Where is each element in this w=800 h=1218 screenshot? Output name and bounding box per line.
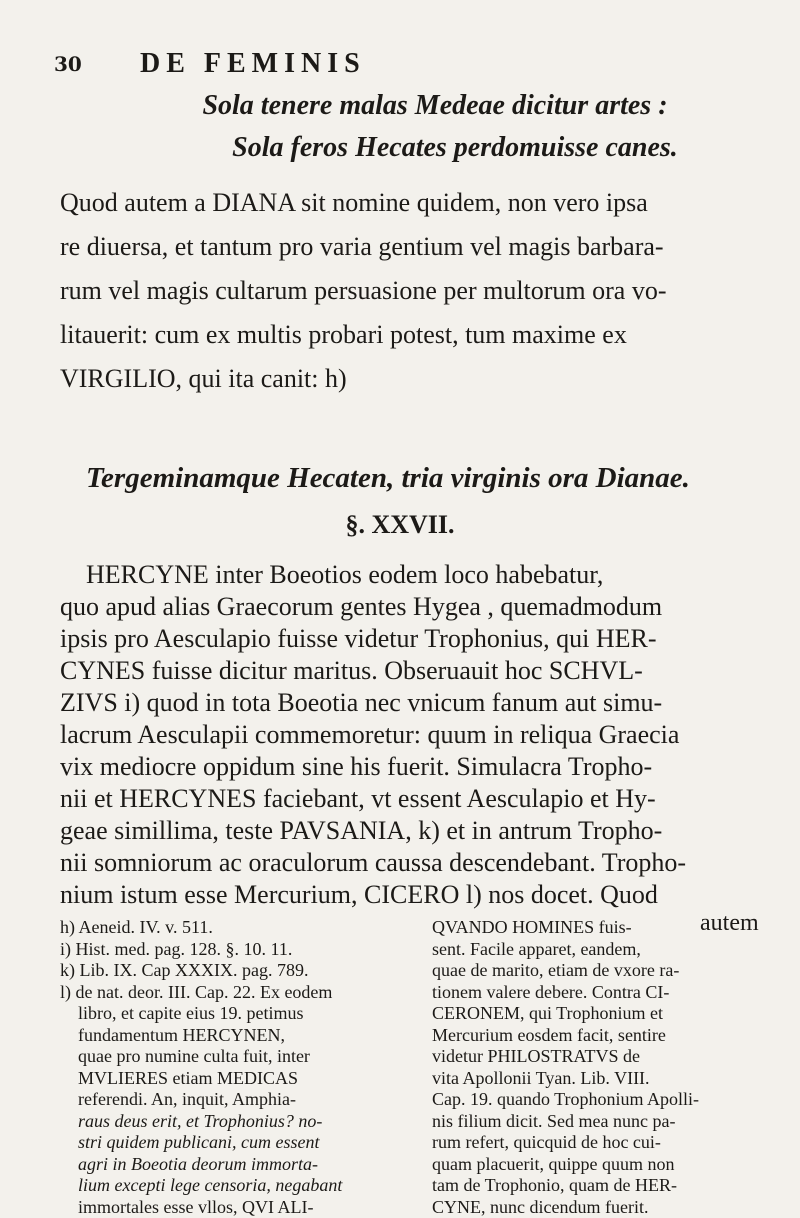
body-line: re diuersa, et tantum pro varia gentium vel magis barbara- xyxy=(60,232,760,262)
footnote-line: fundamentum HERCYNEN, xyxy=(60,1025,420,1047)
body-line: Quod autem a DIANA sit nomine quidem, non vero ipsa xyxy=(60,188,760,218)
body-line: nii somniorum ac oraculorum caussa descendebant. Tropho- xyxy=(60,848,760,878)
footnotes-right-column xyxy=(432,917,772,1218)
body-line: ZIVS i) quod in tota Boeotia nec vnicum fanum aut simu- xyxy=(60,688,760,718)
footnote-line: Mercurium eosdem facit, sentire xyxy=(432,1025,772,1047)
footnote-line: quam placuerit, quippe quum non xyxy=(432,1154,772,1176)
footnote-line: videtur PHILOSTRATVS de xyxy=(432,1046,772,1068)
verse-line-1: Sola tenere malas Medeae dicitur artes : xyxy=(35,90,800,122)
verse-line-2: Sola feros Hecates perdomuisse canes. xyxy=(55,132,800,164)
footnote-line: rum refert, quicquid de hoc cui- xyxy=(432,1132,772,1154)
footnote-line: raus deus erit, et Trophonius? no- xyxy=(60,1111,420,1133)
body-line: geae simillima, teste PAVSANIA, k) et in antrum Tropho- xyxy=(60,816,760,846)
body-line: litauerit: cum ex multis probari potest, tum maxime ex xyxy=(60,320,760,350)
footnote-line: CYNE, nunc dicendum fuerit. xyxy=(432,1197,772,1218)
catchword: autem xyxy=(700,908,759,938)
footnote-line: sent. Facile apparet, eandem, xyxy=(432,939,772,961)
footnote-line: Cap. 19. quando Trophonium Apolli- xyxy=(432,1089,772,1111)
footnote-line: quae pro numine culta fuit, inter xyxy=(60,1046,420,1068)
footnote-line: referendi. An, inquit, Amphia- xyxy=(60,1089,420,1111)
footnote-line: agri in Boeotia deorum immorta- xyxy=(60,1154,420,1176)
footnote-line: i) Hist. med. pag. 128. §. 10. 11. xyxy=(60,939,420,961)
body-line: vix mediocre oppidum sine his fuerit. Simulacra Tropho- xyxy=(60,752,760,782)
body-line: quo apud alias Graecorum gentes Hygea , quemadmodum xyxy=(60,592,760,622)
body-line: lacrum Aesculapii commemoretur: quum in reliqua Graecia xyxy=(60,720,760,750)
footnote-line: k) Lib. IX. Cap XXXIX. pag. 789. xyxy=(60,960,420,982)
running-title: DE FEMINIS xyxy=(140,48,366,80)
footnote-line: lium excepti lege censoria, negabant xyxy=(60,1175,420,1197)
body-line: VIRGILIO, qui ita canit: h) xyxy=(60,364,760,394)
body-line: ipsis pro Aesculapio fuisse videtur Trophonius, qui HER- xyxy=(60,624,760,654)
body-line: CYNES fuisse dicitur maritus. Obseruauit hoc SCHVL- xyxy=(60,656,760,686)
footnote-line: tam de Trophonio, quam de HER- xyxy=(432,1175,772,1197)
body-line: nii et HERCYNES faciebant, vt essent Aesculapio et Hy- xyxy=(60,784,760,814)
footnote-line: stri quidem publicani, cum essent xyxy=(60,1132,420,1154)
footnote-line: CERONEM, qui Trophonium et xyxy=(432,1003,772,1025)
footnote-line: l) de nat. deor. III. Cap. 22. Ex eodem xyxy=(60,982,420,1004)
page-header xyxy=(40,44,760,84)
footnote-line: QVANDO HOMINES fuis- xyxy=(432,917,772,939)
footnote-line: tionem valere debere. Contra CI- xyxy=(432,982,772,1004)
body-line: HERCYNE inter Boeotios eodem loco habebatur, xyxy=(86,560,786,590)
footnote-line: vita Apollonii Tyan. Lib. VIII. xyxy=(432,1068,772,1090)
footnote-line: quae de marito, etiam de vxore ra- xyxy=(432,960,772,982)
footnote-line: libro, et capite eius 19. petimus xyxy=(60,1003,420,1025)
page-number: 30 xyxy=(54,52,82,76)
footnote-line: MVLIERES etiam MEDICAS xyxy=(60,1068,420,1090)
section-heading: §. XXVII. xyxy=(0,510,800,540)
footnote-line: h) Aeneid. IV. v. 511. xyxy=(60,917,420,939)
body-line: rum vel magis cultarum persuasione per multorum ora vo- xyxy=(60,276,760,306)
verse-line-3: Tergeminamque Hecaten, tria virginis ora Dianae. xyxy=(86,462,690,495)
body-line: nium istum esse Mercurium, CICERO l) nos docet. Quod xyxy=(60,880,760,910)
footnote-line: nis filium dicit. Sed mea nunc pa- xyxy=(432,1111,772,1133)
footnotes-left-column xyxy=(60,917,420,1218)
footnote-line: immortales esse vllos, QVI ALI- xyxy=(60,1197,420,1218)
